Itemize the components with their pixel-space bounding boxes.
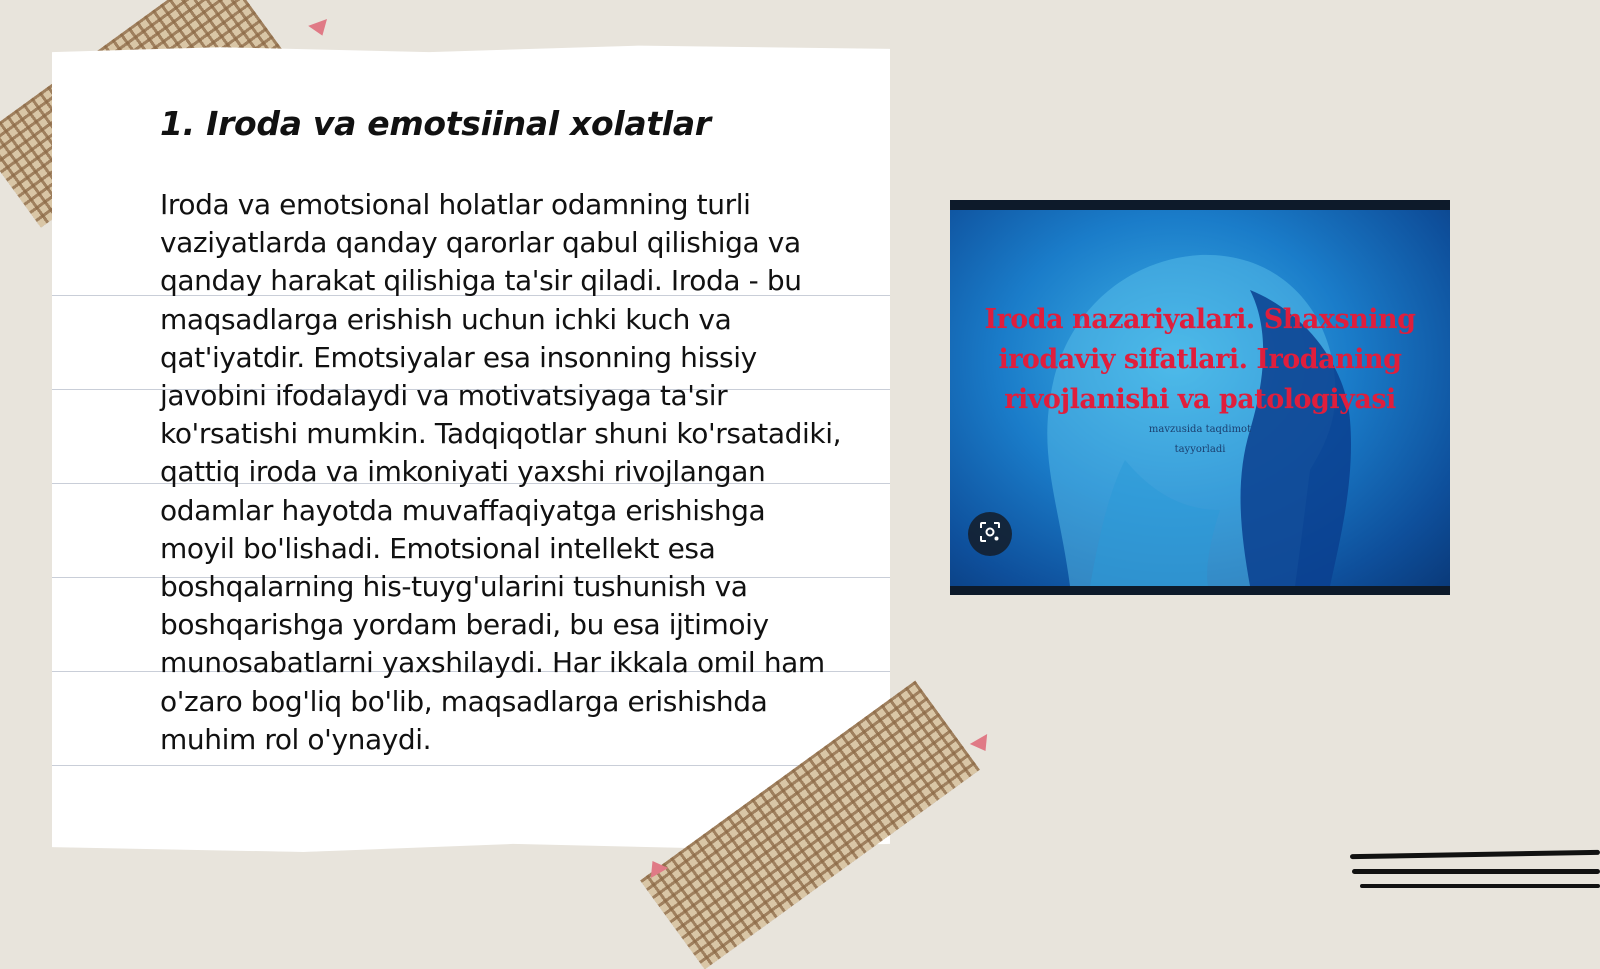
paper-rule: [52, 765, 890, 766]
pin-decoration: [970, 734, 994, 756]
thumbnail-image: [950, 210, 1450, 586]
thumbnail-subtitle: tayyorladi: [1174, 444, 1226, 455]
thumbnail-subtitle: mavzusida taqdimot: [1148, 424, 1252, 435]
brush-stroke: [1350, 850, 1600, 859]
brush-stroke: [1360, 884, 1600, 888]
thumbnail-title: Iroda nazariyalari. Shaxsning irodaviy sifatlari. Irodaning rivojlanishi va patologiyasi: [984, 304, 1416, 415]
slide-title: 1. Iroda va emotsiinal xolatlar: [160, 104, 711, 143]
lens-search-icon: [979, 521, 1001, 547]
lens-search-button[interactable]: [968, 512, 1012, 556]
slide-body-text: Iroda va emotsional holatlar odamning turli vaziyatlarda qanday qarorlar qabul qilishiga va qanday harakat qilishiga ta'sir qiladi. Iroda - bu maqsadlarga erishish uchun ichki kuch va qat'iyatdir. Emotsiyalar esa insonning hissiy javobini ifodalaydi va motivatsiyaga ta'sir ko'rsatishi mumkin. Tadqiqotlar shuni ko'rsatadiki, qattiq iroda va imkoniyati yaxshi rivojlangan odamlar hayotda muvaffaqiyatga erishishga moyil bo'lishadi. Emotsional intellekt esa boshqalarning his-tuyg'ularini tushunish va boshqarishga yordam beradi, bu esa ijtimoiy munosabatlarni yaxshilaydi. Har ikkala omil ham o'zaro bog'liq bo'lib, maqsadlarga erishishda muhim rol o'ynaydi.: [160, 188, 842, 756]
presentation-thumbnail[interactable]: [950, 200, 1450, 595]
brush-stroke: [1352, 869, 1600, 874]
pin-decoration: [308, 19, 332, 39]
